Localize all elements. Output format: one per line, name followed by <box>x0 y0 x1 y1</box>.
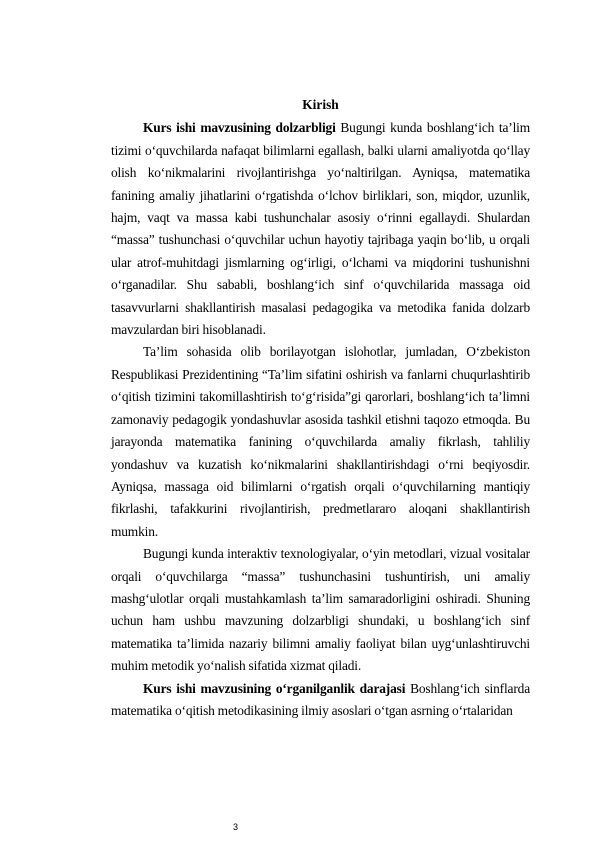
paragraph-text: Ta’lim sohasida olib borilayotgan islohotlar, jumladan, O‘zbekiston Respublikasi Prezidentining “Ta’lim sifatini oshirish va fanlarni chuqurlashtirib o‘qitish tizimini takomillashtirish to‘g‘risida”gi qarorlari, boshlang‘ich ta’limni zamonaviy pedagogik yondashuvlar asosida tashkil etishni taqozo etmoqda. Bu jarayonda matematika fanining o‘quvchilarda amaliy fikrlash, tahliliy yondashuv va kuzatish ko‘nikmalarini shakllantirishdagi o‘rni beqiyosdir. Ayniqsa, massaga oid bilimlarni o‘rgatish orqali o‘quvchilarning mantiqiy fikrlashi, tafakkurini rivojlantirish, predmetlararo aloqani shakllantirish mumkin. <box>111 344 530 539</box>
paragraph-text: Bugungi kunda boshlang‘ich ta’lim tizimi o‘quvchilarda nafaqat bilimlarni egallash, balki ularni amaliyotda qo‘llay olish ko‘nikmalarini rivojlantirishga yo‘naltirilgan. Ayniqsa, matematika fanining amaliy jihatlarini o‘rgatishda o‘lchov birliklari, son, miqdor, uzunlik, hajm, vaqt va massa kabi tushunchalar asosiy o‘rinni egallaydi. Shulardan “massa” tushunchasi o‘quvchilar uchun hayotiy tajribaga yaqin bo‘lib, u orqali ular atrof-muhitdagi jismlarning og‘irligi, o‘lchami va miqdorini tushunishni o‘rganadilar. Shu sababli, boshlang‘ich sinf o‘quvchilarida massaga oid tasavvurlarni shakllantirish masalasi pedagogika va metodika fanida dolzarb mavzulardan biri hisoblanadi. <box>111 120 530 338</box>
paragraph-study-level <box>111 678 530 723</box>
paragraph-relevance <box>111 117 530 341</box>
paragraph-technologies <box>111 543 530 677</box>
paragraph-text: Bugungi kunda interaktiv texnologiyalar, o‘yin metodlari, vizual vositalar orqali o‘quvchilarga “massa” tushunchasini tushuntirish, uni amaliy mashg‘ulotlar orqali mustahkamlash ta’lim samaradorligini oshiradi. Shuning uchun ham ushbu mavzuning dolzarbligi shundaki, u boshlang‘ich sinf matematika ta’limida nazariy bilimni amaliy faoliyat bilan uyg‘unlashtiruvchi muhim metodik yo‘nalish sifatida xizmat qiladi. <box>111 546 530 674</box>
page-number: 3 <box>233 822 239 832</box>
paragraph-text: Boshlang‘ich sinflarda matematika o‘qitish metodikasining ilmiy asoslari o‘tgan asrning o‘rtalaridan <box>111 680 530 718</box>
paragraph-reforms <box>111 341 530 543</box>
paragraph-lead: Kurs ishi mavzusining dolzarbligi <box>143 120 336 136</box>
section-title: Kirish <box>302 97 339 112</box>
document-page <box>111 90 530 722</box>
paragraph-lead: Kurs ishi mavzusining o‘rganilganlik darajasi <box>143 680 406 696</box>
